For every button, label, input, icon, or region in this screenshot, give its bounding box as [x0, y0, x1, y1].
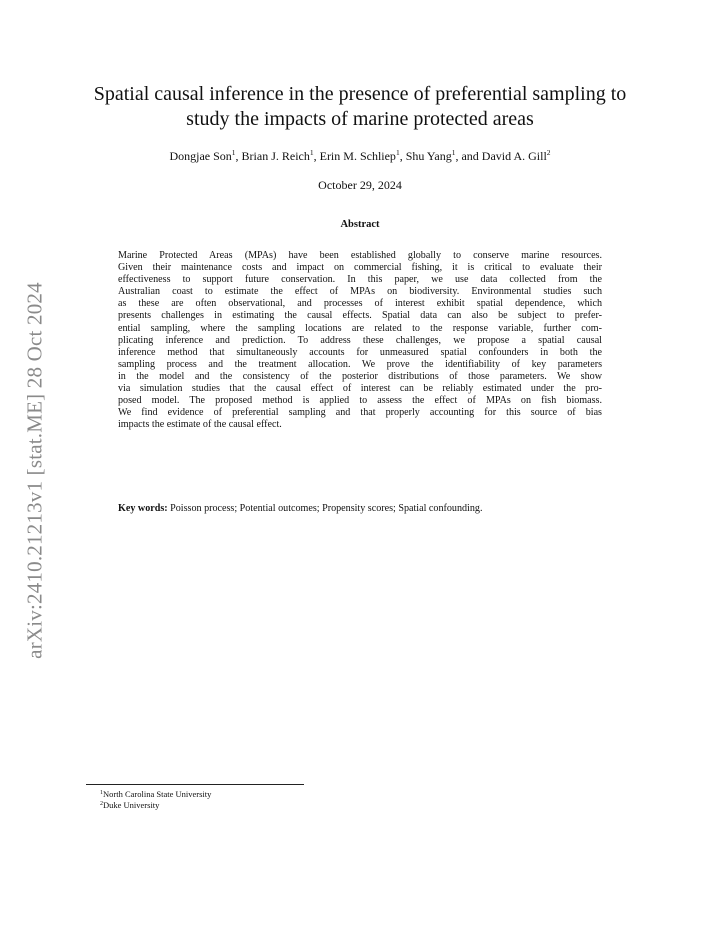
abstract-body — [118, 250, 602, 431]
abstract-line: inference method that simultaneously accounts for unmeasured spatial confounders in both the — [118, 346, 602, 358]
abstract-line: posed model. The proposed method is applied to assess the effect of MPAs on fish biomass. — [118, 395, 602, 407]
abstract-line: in the model and the consistency of the posterior distributions of those parameters. We show — [118, 370, 602, 382]
author-name: David A. Gill — [481, 149, 547, 163]
abstract-line: Marine Protected Areas (MPAs) have been established globally to conserve marine resources. — [118, 250, 602, 261]
abstract-line: impacts the estimate of the causal effect. — [118, 419, 282, 431]
author-name: Brian J. Reich — [241, 149, 310, 163]
footnote-affiliation — [100, 789, 211, 800]
footnote-text: North Carolina State University — [103, 789, 212, 799]
abstract-line: presents challenges in estimating the causal effects. Spatial data can also be subject to prefer- — [118, 310, 602, 322]
abstract-line: sampling process and the treatment allocation. We prove the identifiability of key parameters — [118, 358, 602, 370]
abstract-line: Given their maintenance costs and impact on commercial fishing, it is critical to evaluate their — [118, 262, 602, 274]
footnote-divider — [86, 784, 304, 785]
footnote-mark: 1 — [100, 790, 103, 796]
footnotes — [100, 789, 211, 811]
author-name: Dongjae Son — [169, 149, 232, 163]
footnote-mark: 2 — [100, 801, 103, 807]
abstract-line: We find evidence of preferential sampling and that properly accounting for this source of bias — [118, 407, 602, 419]
author-affiliation-mark: 1 — [451, 148, 456, 157]
author-affiliation-mark: 1 — [309, 148, 314, 157]
author-separator: , — [313, 149, 320, 163]
keywords-text: Poisson process; Potential outcomes; Propensity scores; Spatial confounding. — [167, 503, 483, 514]
author — [406, 149, 456, 163]
author — [169, 149, 235, 163]
abstract-heading: Abstract — [340, 219, 380, 230]
abstract-line: as these are often observational, and processes of interest exhibit spatial dependence, which — [118, 298, 602, 310]
author-name: Erin M. Schliep — [319, 149, 396, 163]
keywords — [118, 503, 602, 515]
author — [320, 149, 400, 163]
author-separator: , and — [455, 149, 482, 163]
author-separator: , — [399, 149, 406, 163]
title-line: Spatial causal inference in the presence of preferential sampling to — [93, 83, 627, 105]
publication-date: October 29, 2024 — [318, 178, 402, 192]
abstract-line: plicating inference and prediction. To address these challenges, we propose a spatial causal — [118, 334, 602, 346]
author-list — [60, 148, 660, 164]
arxiv-identifier-stamp: arXiv:2410.21213v1 [stat.ME] 28 Oct 2024 — [22, 282, 47, 659]
author — [482, 149, 551, 163]
keywords-label: Key words: — [118, 503, 168, 514]
author-separator: , — [235, 149, 242, 163]
abstract-line: via simulation studies that the causal effect of interest can be reliably estimated under the pro- — [118, 383, 602, 395]
abstract-line: ential sampling, where the sampling locations are related to the response variable, further com- — [118, 322, 602, 334]
footnote-text: Duke University — [103, 800, 160, 810]
abstract-line: effectiveness to support future conservation. In this paper, we use data collected from the — [118, 274, 602, 286]
paper-title — [60, 82, 660, 132]
author — [242, 149, 314, 163]
author-affiliation-mark: 1 — [395, 148, 400, 157]
title-line: study the impacts of marine protected areas — [186, 108, 534, 130]
author-affiliation-mark: 1 — [231, 148, 236, 157]
author-affiliation-mark: 2 — [546, 148, 551, 157]
abstract-line: Australian coast to estimate the effect of MPAs on biodiversity. Environmental studies such — [118, 286, 602, 298]
author-name: Shu Yang — [405, 149, 452, 163]
footnote-affiliation — [100, 800, 211, 811]
